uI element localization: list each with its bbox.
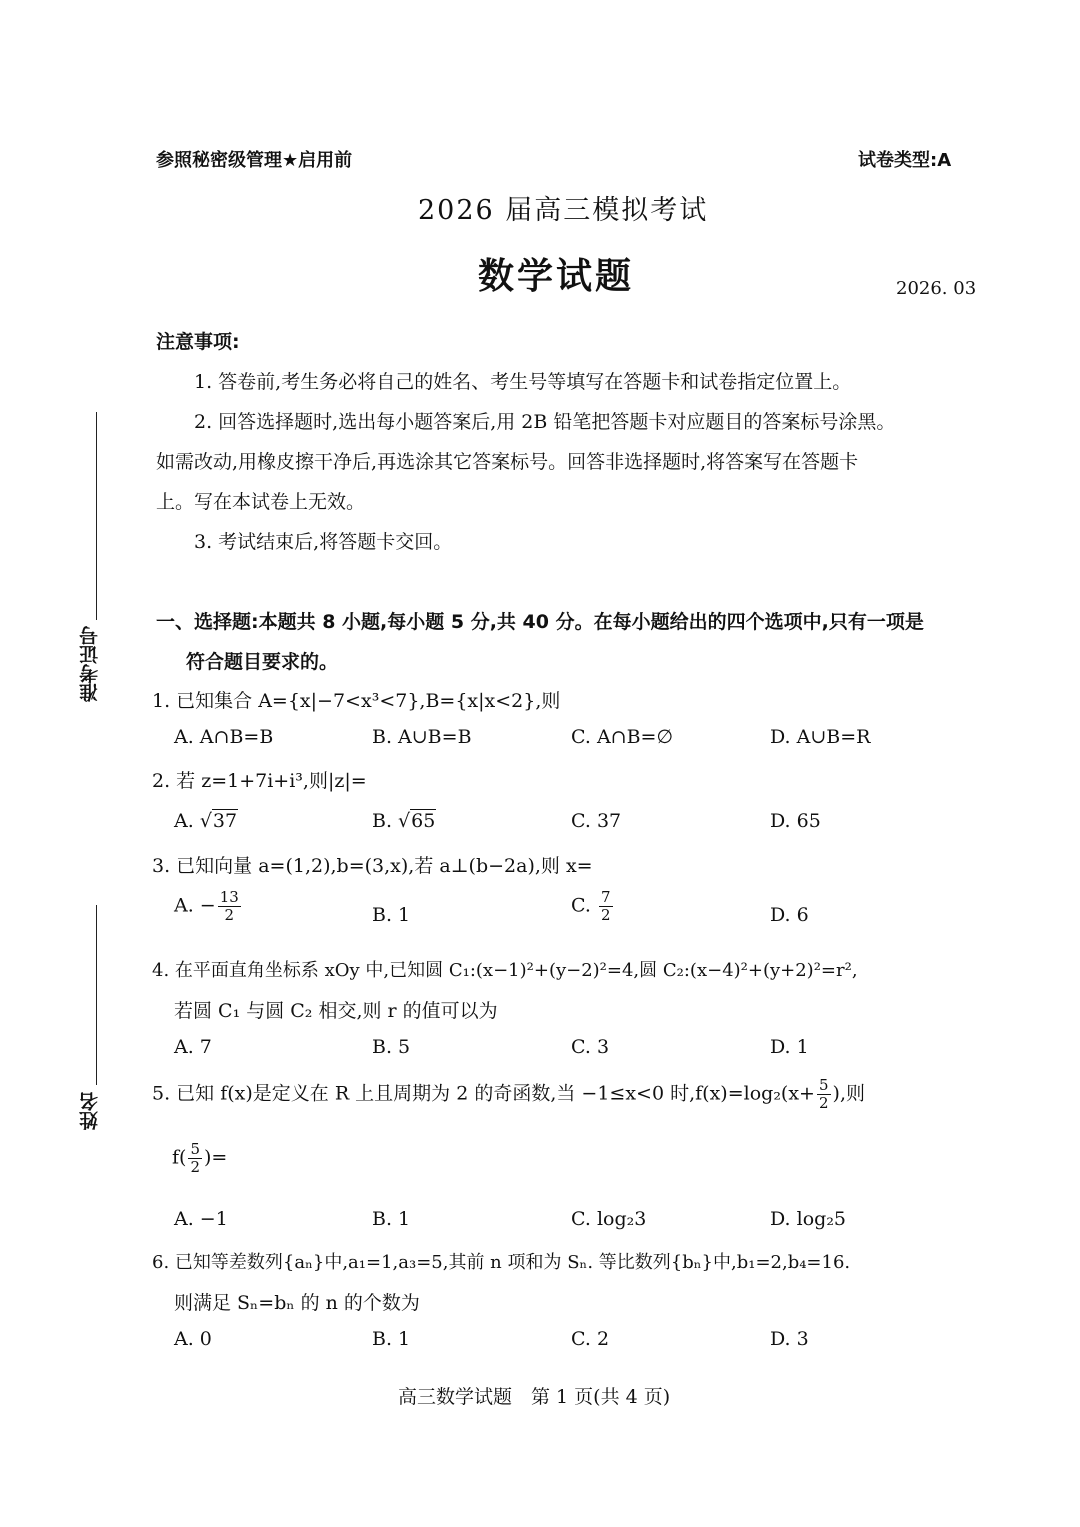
numerator: 5 (818, 1076, 829, 1094)
question-4-option-a: A. 7 (174, 1036, 212, 1058)
page-title: 数学试题 (478, 256, 635, 297)
question-5-stem-line-2 (172, 1142, 227, 1175)
question-6-option-a: A. 0 (174, 1328, 212, 1350)
notice-item-2-line-3: 上。写在本试卷上无效。 (156, 491, 366, 513)
exam-date: 2026. 03 (896, 278, 977, 299)
denominator: 2 (190, 1158, 200, 1176)
denominator: 2 (600, 906, 611, 924)
question-6-stem-line-1: 6. 已知等差数列{aₙ}中,a₁=1,a₃=5,其前 n 项和为 Sₙ. 等比数列{bₙ}中,b₁=2,b₄=16. (152, 1252, 851, 1273)
fraction (188, 1142, 202, 1175)
notice-item-2-line-1: 2. 回答选择题时,选出每小题答案后,用 2B 铅笔把答题卡对应题目的答案标号涂黑。 (194, 411, 896, 433)
question-5-stem-line-1 (152, 1078, 865, 1111)
section-heading-line-2: 符合题目要求的。 (186, 651, 339, 673)
question-4-option-c: C. 3 (571, 1036, 610, 1058)
stem-part-2: ),则 (832, 1082, 865, 1105)
name-label: 姓名 (79, 1092, 101, 1130)
question-1-option-b: B. A∪B=B (372, 726, 472, 748)
question-5-option-a: A. −1 (174, 1208, 228, 1230)
paper-type-label: 试卷类型:A (858, 150, 952, 171)
question-3-option-d: D. 6 (770, 904, 809, 926)
question-4-stem-line-2: 若圆 C₁ 与圆 C₂ 相交,则 r 的值可以为 (174, 1000, 498, 1022)
question-2-option-a: A. √37 (174, 810, 238, 832)
question-1-option-d: D. A∪B=R (770, 726, 871, 748)
denominator: 2 (818, 1094, 829, 1112)
question-3-option-c (571, 890, 615, 923)
notice-item-3: 3. 考试结束后,将答题卡交回。 (194, 531, 453, 553)
exam-name: 2026 届高三模拟考试 (418, 195, 709, 226)
denominator: 2 (224, 906, 235, 924)
question-2-option-d: D. 65 (770, 810, 821, 832)
option-a-prefix: A. (174, 810, 200, 832)
confidential-label: 参照秘密级管理★启用前 (156, 150, 353, 171)
question-3-stem: 3. 已知向量 a=(1,2),b=(3,x),若 a⊥(b−2a),则 x= (152, 855, 593, 877)
question-1-stem: 1. 已知集合 A={x|−7<x³<7},B={x|x<2},则 (152, 690, 561, 712)
stem-part-2: )= (204, 1146, 228, 1169)
question-5-option-d: D. log₂5 (770, 1208, 847, 1230)
notice-item-2-line-2: 如需改动,用橡皮擦干净后,再选涂其它答案标号。回答非选择题时,将答案写在答题卡 (156, 451, 859, 473)
section-heading-line-1: 一、选择题:本题共 8 小题,每小题 5 分,共 40 分。在每小题给出的四个选项中,只有一项是 (156, 611, 924, 633)
option-b-prefix: B. (372, 810, 399, 832)
question-3-option-b: B. 1 (372, 904, 411, 926)
question-2-option-c: C. 37 (571, 810, 622, 832)
stem-part-1: 5. 已知 f(x)是定义在 R 上且周期为 2 的奇函数,当 −1≤x<0 时,f(x)=log₂(x+ (152, 1082, 815, 1105)
fraction (817, 1078, 831, 1111)
question-4-option-d: D. 1 (770, 1036, 809, 1058)
radicand: 37 (212, 810, 238, 832)
question-4-option-b: B. 5 (372, 1036, 411, 1058)
question-1-option-a: A. A∩B=B (174, 726, 274, 748)
question-1-option-c: C. A∩B=∅ (571, 726, 674, 748)
fraction (599, 890, 613, 923)
option-c-prefix: C. (571, 894, 597, 917)
exam-id-label: 准考证号 (79, 626, 101, 702)
option-a-prefix: A. − (174, 894, 216, 917)
numerator: 7 (600, 888, 611, 906)
question-2-stem: 2. 若 z=1+7i+i³,则|z|= (152, 770, 367, 792)
question-6-option-b: B. 1 (372, 1328, 411, 1350)
question-3-option-a (174, 890, 243, 923)
radicand: 65 (411, 810, 436, 832)
exam-id-line (96, 412, 97, 620)
question-6-stem-line-2: 则满足 Sₙ=bₙ 的 n 的个数为 (174, 1292, 420, 1314)
question-5-option-b: B. 1 (372, 1208, 411, 1230)
question-6-option-d: D. 3 (770, 1328, 809, 1350)
question-5-option-c: C. log₂3 (571, 1208, 647, 1230)
notice-item-1: 1. 答卷前,考生务必将自己的姓名、考生号等填写在答题卡和试卷指定位置上。 (194, 371, 852, 393)
name-line (96, 905, 97, 1085)
fraction (218, 890, 241, 923)
question-2-option-b: B. √65 (372, 810, 436, 832)
page-footer: 高三数学试题 第 1 页(共 4 页) (398, 1386, 671, 1408)
notice-title: 注意事项: (156, 331, 240, 353)
stem-part-1: f( (172, 1146, 187, 1169)
numerator: 5 (190, 1140, 200, 1158)
question-6-option-c: C. 2 (571, 1328, 610, 1350)
question-4-stem-line-1: 4. 在平面直角坐标系 xOy 中,已知圆 C₁:(x−1)²+(y−2)²=4,圆 C₂:(x−4)²+(y+2)²=r², (152, 960, 858, 981)
numerator: 13 (219, 888, 239, 906)
